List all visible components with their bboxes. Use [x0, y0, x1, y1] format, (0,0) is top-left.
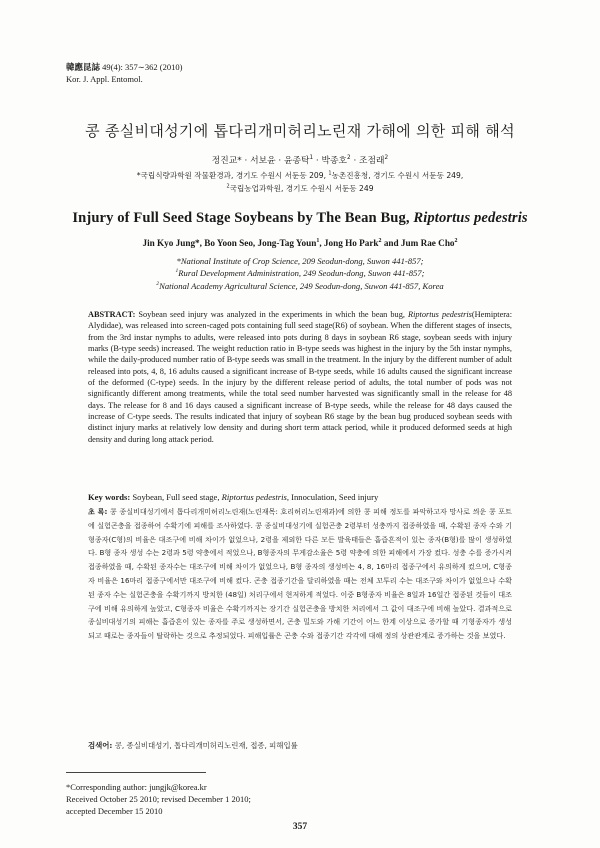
kr-affiliation-text: 농촌진흥청, 경기도 수원시 서둔동 249, — [331, 171, 464, 180]
page-number: 357 — [292, 822, 308, 832]
keywords-label: Key words: — [88, 492, 131, 502]
en-affiliation-text: National Academy Agricultural Science, 249 Seodun-dong, Suwon 441-857, Korea — [159, 280, 444, 291]
abstract-label: ABSTRACT: — [88, 310, 136, 319]
english-keywords — [88, 491, 512, 503]
corresponding-author: *Corresponding author: jungjk@korea.kr — [66, 782, 207, 792]
kr-affiliation-text: 국립농업과학원, 경기도 수원시 서둔동 249 — [229, 183, 374, 193]
author-separator: · — [275, 156, 284, 166]
affiliation-mark: 1 — [328, 170, 332, 177]
korean-abstract — [88, 505, 512, 643]
english-affiliations — [40, 255, 560, 292]
affiliation-mark: 2 — [454, 237, 458, 244]
korean-title: 콩 종실비대성기에 톱다리개미허리노린재 가해에 의한 피해 해석 — [85, 122, 515, 140]
en-author: and Jum Rae Cho — [381, 238, 455, 248]
kr-affiliation-text: *국립식량과학원 작물환경과, 경기도 수원시 서둔동 209, — [136, 171, 329, 180]
korean-keywords — [88, 740, 512, 751]
affiliation-mark: 2 — [384, 155, 389, 162]
korean-authors — [40, 153, 560, 166]
keywords-text: , Innoculation, Seed injury — [286, 492, 379, 502]
kr-author: 정진교* — [211, 156, 242, 166]
kr-abstract-label: 초 록: — [88, 507, 108, 516]
affiliation-mark: 1 — [316, 237, 320, 244]
en-affiliation-line — [40, 280, 560, 292]
english-title-text: Injury of Full Seed Stage Soybeans by The Bean Bug, — [72, 210, 414, 226]
affiliation-mark: 1 — [309, 155, 314, 162]
received-dates: Received October 25 2010; revised December 1 2010; — [66, 794, 251, 805]
author-separator: · — [350, 156, 360, 166]
footnote-divider — [66, 772, 206, 773]
en-author: , Jong Ho Park — [319, 238, 379, 248]
accepted-date: accepted December 15 2010 — [66, 806, 163, 817]
footnote — [66, 781, 251, 818]
affiliation-mark: 2 — [226, 182, 230, 189]
journal-header — [66, 61, 182, 85]
en-affiliation-line — [40, 267, 560, 279]
abstract-text: (Hemiptera: Alydidae), was released into screen-caged pots containing full seed stage(R6) of soybean. When the different stages of insects, from the 3rd instar nymphs to adults, were released into pots during 8 days in soybean R6 stage, soybean seeds with injury marks (B-type seeds) increased. The weight reduction ratio in B-type seeds was highest in the injury by the 5th instar nymphs, while the daily-produced number ratio of B-type seeds was small in the treatment. In the injury by the different number of adult released into pots, 4, 8, 16 adults caused a significant increase of B-type seeds, while 16 adults caused the significant increase of the deformed (C-type) seeds. In the injury by the different release period of adults, the total number of pods was not significantly different among treatments, while the total seed number harvested was significantly small in the release for 48 days. The release for 8 and 16 days caused a significant increase of B-type seeds, while the release for 48 days caused the increase of C-type seeds. The results indicated that injury of soybean R6 stage by the bean bug produced soybean seeds with distinct injury marks at relatively low density and during short term attack period, while it produced deformed seeds at high density and during long attack period. — [88, 310, 513, 444]
affiliation-mark: 2 — [378, 237, 382, 244]
english-title — [30, 210, 570, 227]
en-affiliation-line: *National Institute of Crop Science, 209 Seodun-dong, Suwon 441-857; — [176, 256, 424, 266]
kr-author: 윤종탁 — [283, 156, 310, 166]
affiliation-mark: 2 — [156, 280, 160, 287]
author-separator: · — [241, 156, 251, 166]
journal-volume-pages: 49(4): 357∼362 (2010) — [102, 62, 183, 72]
journal-abbr: Kor. J. Appl. Entomol. — [66, 74, 143, 84]
affiliation-mark: 1 — [175, 268, 179, 275]
kr-keywords-text: 콩, 종실비대성기, 톱다리개미허리노린재, 접종, 피해입률 — [112, 741, 298, 750]
journal-name: 韓應昆誌 — [66, 62, 101, 72]
kr-author: 박종호 — [321, 156, 348, 166]
kr-abstract-text: 콩 종실비대성기에서 톱다리개미허리노린재(노린재목: 호리허리노린재과)에 의한 콩 피해 정도를 파악하고자 망사로 씌운 콩 포트에 실험곤충을 접종하여 수확기에 피해를 조사하였다. 콩 종실비대성기에 실험곤충 2령부터 성충까지 접종하였을 때, 수확된 종자 수와 기형종자(C형)의 비율은 대조구에 비해 차이가 없었으나, 2령을 제외한 다른 모든 발육태들은 흡즙흔적이 있는 종자(B형)를 많이 생성하였다. B형 종자 생성 수는 2령과 5령 약충에서 적었으나, B형종자의 무게감소율은 5령 약충에 의한 피해에서 가장 컸다. 성충 수를 증가시켜 접종하였을 때, 수확된 종자수는 대조구에 비해 차이가 없었으나, B형 종자의 생성비는 4, 8, 16마리 접종구에서 유의하게 컸으며, C형종자 비율은 16마리 접종구에서만 대조구에 비해 컸다. 곤충 접종기간을 달리하였을 때는 전체 꼬투리 수는 대조구와 차이가 없었으나 수확된 종자 수는 실험곤충을 수확기까지 방치한 (48일) 처리구에서 현저하게 적었다. 이중 B형종자 비율은 8일과 16일간 접종된 것들이 대조구에 비해 유의하게 높았고, C형종자 비율은 수확기까지는 장기간 실험곤충을 방치한 처리에서 그 값이 대조구에 비해 높았다. 결과적으로 종실비대성기의 피해는 흡즙흔이 있는 종자를 주로 생성하면서, 곤충 밀도와 가해 기간이 어느 한계 이상으로 증가할 때 기형종자가 생성되고 때로는 종자들이 탈락하는 것으로 추정되었다. 피해입률은 곤충 수와 접종기간 각각에 대해 정의 상관관계로 증가하는 것을 보였다. — [88, 507, 513, 641]
en-affiliation-text: Rural Development Administration, 249 Seodun-dong, Suwon 441-857; — [178, 268, 425, 279]
kr-affiliation-line — [40, 183, 560, 196]
author-separator: · — [313, 156, 322, 166]
en-author: Jin Kyo Jung*, Bo Yoon Seo, Jong-Tag Youn — [142, 238, 317, 248]
abstract-text: Soybean seed injury was analyzed in the experiments in which the bean bug, — [135, 310, 408, 319]
affiliation-mark: 2 — [347, 155, 351, 162]
kr-keywords-label: 검색어: — [88, 741, 113, 750]
kr-affiliation-line — [40, 170, 560, 183]
species-name: Riptortus pedestris — [408, 310, 472, 319]
kr-author: 서보윤 — [250, 156, 276, 166]
keywords-text: Soybean, Full seed stage, — [130, 492, 222, 502]
kr-author: 조점래 — [359, 156, 385, 166]
korean-affiliations — [40, 170, 560, 195]
english-abstract — [88, 309, 512, 445]
english-authors — [30, 238, 570, 248]
species-name: Riptortus pedestris — [413, 210, 528, 226]
species-name: Riptortus pedestris — [221, 492, 287, 502]
